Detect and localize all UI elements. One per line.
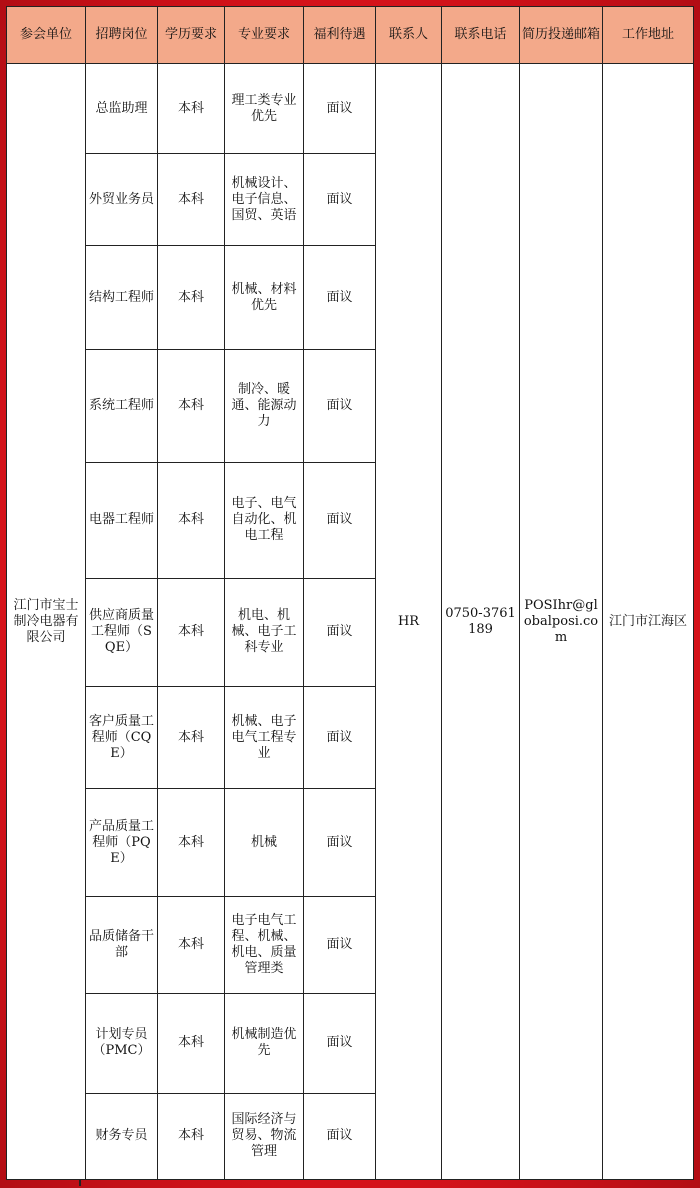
benefit-cell: 面议 <box>304 578 376 686</box>
major-cell: 电子电气工程、机械、机电、质量管理类 <box>225 897 304 993</box>
address-cell: 江门市江海区 <box>603 64 694 1180</box>
benefit-cell: 面议 <box>304 789 376 897</box>
header-position: 招聘岗位 <box>86 7 158 64</box>
position-cell: 供应商质量工程师（SQE） <box>86 578 158 686</box>
benefit-cell: 面议 <box>304 1093 376 1179</box>
education-cell: 本科 <box>158 687 225 789</box>
major-cell: 机械、电子电气工程专业 <box>225 687 304 789</box>
education-cell: 本科 <box>158 578 225 686</box>
position-cell: 客户质量工程师（CQE） <box>86 687 158 789</box>
major-cell: 机械 <box>225 789 304 897</box>
major-cell: 机械制造优先 <box>225 993 304 1093</box>
bottom-tick-mark <box>79 1180 81 1186</box>
major-cell: 电子、电气自动化、机电工程 <box>225 462 304 578</box>
education-cell: 本科 <box>158 993 225 1093</box>
benefit-cell: 面议 <box>304 897 376 993</box>
position-cell: 电器工程师 <box>86 462 158 578</box>
header-phone: 联系电话 <box>442 7 520 64</box>
benefit-cell: 面议 <box>304 462 376 578</box>
position-cell: 计划专员（PMC） <box>86 993 158 1093</box>
education-cell: 本科 <box>158 246 225 350</box>
education-cell: 本科 <box>158 350 225 462</box>
table-row <box>7 64 694 154</box>
position-cell: 外贸业务员 <box>86 154 158 246</box>
education-cell: 本科 <box>158 462 225 578</box>
recruitment-table <box>6 6 694 1180</box>
major-cell: 理工类专业优先 <box>225 64 304 154</box>
position-cell: 系统工程师 <box>86 350 158 462</box>
header-company: 参会单位 <box>7 7 86 64</box>
header-major: 专业要求 <box>225 7 304 64</box>
company-name-cell: 江门市宝士制冷电器有限公司 <box>7 64 86 1180</box>
benefit-cell: 面议 <box>304 246 376 350</box>
position-cell: 结构工程师 <box>86 246 158 350</box>
header-row <box>7 7 694 64</box>
header-benefit: 福利待遇 <box>304 7 376 64</box>
benefit-cell: 面议 <box>304 993 376 1093</box>
major-cell: 机械、材料优先 <box>225 246 304 350</box>
education-cell: 本科 <box>158 789 225 897</box>
major-cell: 国际经济与贸易、物流管理 <box>225 1093 304 1179</box>
major-cell: 机电、机械、电子工科专业 <box>225 578 304 686</box>
education-cell: 本科 <box>158 154 225 246</box>
education-cell: 本科 <box>158 64 225 154</box>
table-body <box>7 64 694 1180</box>
education-cell: 本科 <box>158 1093 225 1179</box>
position-cell: 产品质量工程师（PQE） <box>86 789 158 897</box>
major-cell: 制冷、暖通、能源动力 <box>225 350 304 462</box>
header-education: 学历要求 <box>158 7 225 64</box>
header-address: 工作地址 <box>603 7 694 64</box>
position-cell: 财务专员 <box>86 1093 158 1179</box>
header-email: 简历投递邮箱 <box>520 7 603 64</box>
phone-cell: 0750-3761189 <box>442 64 520 1180</box>
education-cell: 本科 <box>158 897 225 993</box>
contact-cell: HR <box>376 64 442 1180</box>
major-cell: 机械设计、电子信息、国贸、英语 <box>225 154 304 246</box>
recruitment-table-container <box>6 6 693 1180</box>
email-cell[interactable]: POSIhr@globalposi.com <box>520 64 603 1180</box>
benefit-cell: 面议 <box>304 154 376 246</box>
position-cell: 总监助理 <box>86 64 158 154</box>
header-contact: 联系人 <box>376 7 442 64</box>
benefit-cell: 面议 <box>304 687 376 789</box>
benefit-cell: 面议 <box>304 350 376 462</box>
position-cell: 品质储备干部 <box>86 897 158 993</box>
benefit-cell: 面议 <box>304 64 376 154</box>
